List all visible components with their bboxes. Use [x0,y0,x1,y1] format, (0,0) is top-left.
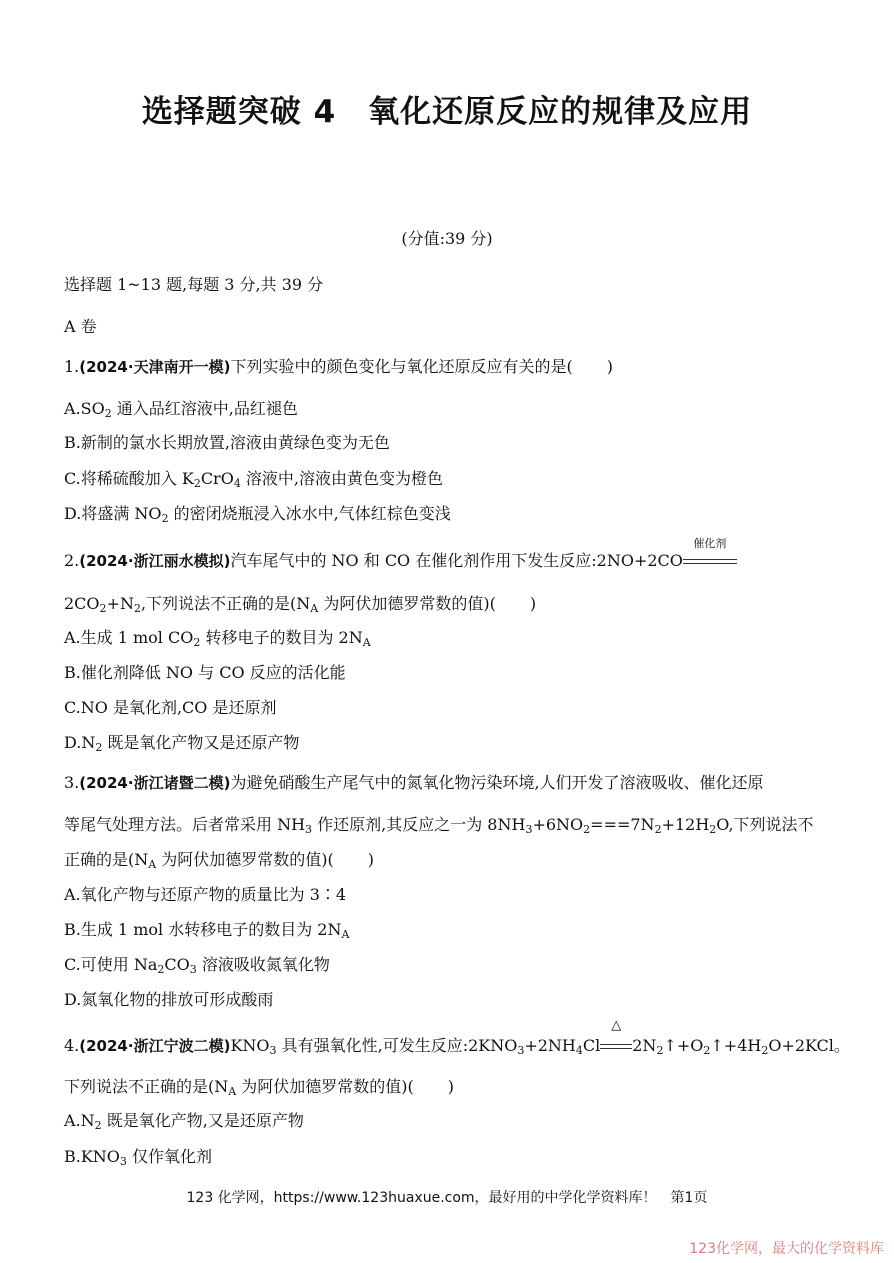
question-4-option-b: $B.KNO_3$ 仅作氧化剂 [64,1147,213,1168]
page-title: 选择题突破 4 氧化还原反应的规律及应用 [141,94,753,130]
question-3-option-a: A.氧化产物与还原产物的质量比为 3∶4 [64,885,347,904]
question-3-stem-line-2: 等尾气处理方法。后者常采用 $NH_3$ 作还原剂,其反应之一为 $8NH_3+6NO_2===7N_2+12H_2O$,下列说法不 [64,815,814,836]
question-1-option-a: $A.SO_2$ 通入品红溶液中,品红褪色 [64,399,298,420]
question-source: (2024·浙江丽水模拟) [79,552,231,570]
reaction-condition-arrow [600,1018,632,1051]
reaction-condition-label: 催化剂 [693,537,727,550]
instructions: 选择题 1~13 题,每题 3 分,共 39 分 [64,275,324,294]
question-source: (2024·天津南开一模) [79,358,231,376]
question-2-option-c: C.NO 是氧化剂,CO 是还原剂 [64,698,277,717]
question-3-option-c: C.可使用 $Na_2CO_3$ 溶液吸收氮氧化物 [64,955,330,976]
question-2-stem-line-2: $2CO_2+N_2$,下列说法不正确的是($N_A$ 为阿伏加德罗常数的值)( ) [64,594,537,615]
section-label: A 卷 [64,317,97,336]
score-note: (分值:39 分) [401,229,493,248]
watermark: 123化学网，最大的化学资料库 [689,1241,884,1257]
question-4-stem-line-1: 4.(2024·浙江宁波二模)$KNO_3$ 具有强氧化性,可发生反应$:2KNO_3+2NH_4Cl$ △ $2N_2↑+O_2↑+4H_2O+2KCl$。 [64,1018,850,1057]
question-3-stem-line-1: 3.(2024·浙江诸暨二模)为避免硝酸生产尾气中的氮氧化物污染环境,人们开发了溶液吸收、催化还原 [64,773,764,792]
question-2-stem-line-1: 2.(2024·浙江丽水模拟)汽车尾气中的 NO 和 CO 在催化剂作用下发生反应:2NO+2CO 催化剂 [64,548,737,571]
question-1-option-c: C.将稀硫酸加入 $K_2CrO_4$ 溶液中,溶液由黄色变为橙色 [64,469,444,490]
question-1-option-b: B.新制的氯水长期放置,溶液由黄绿色变为无色 [64,433,390,452]
reaction-condition-arrow [683,537,737,566]
question-3-option-d: D.氮氧化物的排放可形成酸雨 [64,990,274,1009]
question-4-stem-line-2: 下列说法不正确的是($N_A$ 为阿伏加德罗常数的值)( ) [64,1077,455,1098]
page-footer: 123 化学网，https://www.123huaxue.com，最好用的中学化学资料库！ 第1页 [186,1190,708,1206]
question-2-option-a: A.生成 1 mol $CO_2$ 转移电子的数目为 $2N_A$ [64,628,371,649]
question-1-stem: 1.(2024·天津南开一模)下列实验中的颜色变化与氧化还原反应有关的是( ) [64,357,613,376]
question-2-option-d: $D.N_2$ 既是氧化产物又是还原产物 [64,733,300,754]
question-1-option-d: D.将盛满 $NO_2$ 的密闭烧瓶浸入冰水中,气体红棕色变浅 [64,504,451,525]
question-source: (2024·浙江宁波二模) [79,1037,231,1055]
question-3-option-b: B.生成 1 mol 水转移电子的数目为 $2N_A$ [64,920,350,941]
question-2-option-b: B.催化剂降低 NO 与 CO 反应的活化能 [64,663,346,682]
question-3-stem-line-3: 正确的是($N_A$ 为阿伏加德罗常数的值)( ) [64,850,375,871]
heat-triangle-icon: △ [611,1018,622,1033]
question-source: (2024·浙江诸暨二模) [79,774,231,792]
question-4-option-a: $A.N_2$ 既是氧化产物,又是还原产物 [64,1111,304,1132]
